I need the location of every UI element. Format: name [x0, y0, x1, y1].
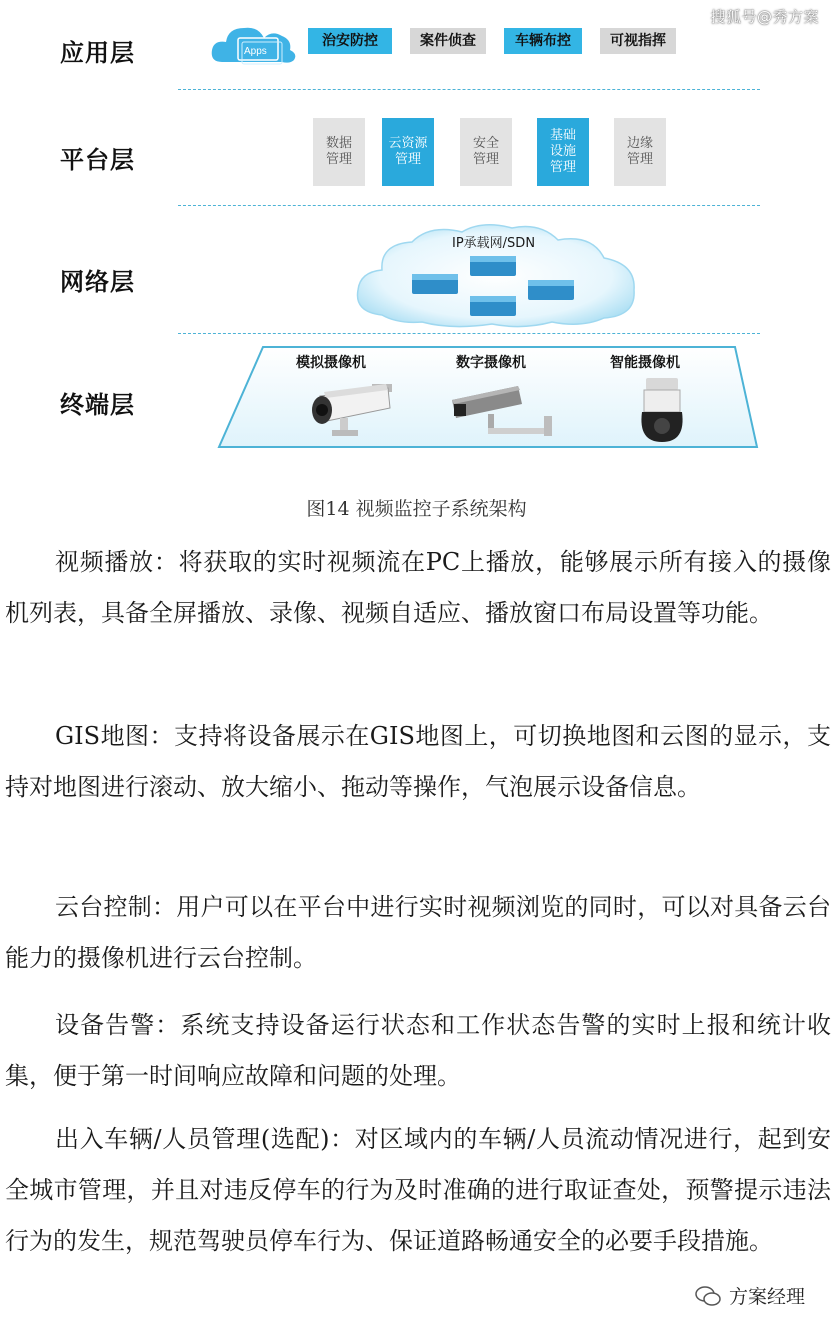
dome-camera-icon [636, 376, 688, 444]
apps-cloud-icon [208, 20, 300, 68]
switch-icon [470, 256, 516, 276]
layer-divider [178, 205, 760, 206]
platform-box-data-management: 数据 管理 [313, 118, 365, 186]
app-button-case-investigation: 案件侦查 [410, 28, 486, 54]
layer-divider [178, 89, 760, 90]
layer-label-platform: 平台层 [60, 146, 135, 174]
apps-icon-label: Apps [244, 46, 267, 57]
platform-box-infrastructure-management: 基础 设施 管理 [537, 118, 589, 186]
footer-watermark [695, 1282, 805, 1309]
switch-icon [528, 280, 574, 300]
app-button-visual-command: 可视指挥 [600, 28, 676, 54]
paragraph-device-alarm: 设备告警：系统支持设备运行状态和工作状态告警的实时上报和统计收集，便于第一时间响应故障和问题的处理。 [5, 1011, 831, 1090]
layer-divider [178, 333, 760, 334]
paragraph-video-playback: 视频播放：将获取的实时视频流在PC上播放，能够展示所有接入的摄像机列表，具备全屏播放、录像、视频自适应、播放窗口布局设置等功能。 [5, 548, 831, 627]
platform-box-edge-management: 边缘 管理 [614, 118, 666, 186]
app-button-public-security: 治安防控 [308, 28, 392, 54]
paragraph-ptz-control: 云台控制：用户可以在平台中进行实时视频浏览的同时，可以对具备云台能力的摄像机进行云台控制。 [5, 893, 831, 972]
figure-caption: 图14 视频监控子系统架构 [306, 498, 527, 520]
paragraph-gis-map: GIS地图：支持将设备展示在GIS地图上，可切换地图和云图的显示，支持对地图进行滚动、放大缩小、拖动等操作，气泡展示设备信息。 [5, 722, 831, 801]
camera-label-digital: 数字摄像机 [456, 355, 526, 371]
switch-icon [470, 296, 516, 316]
platform-box-cloud-resource-management: 云资源 管理 [382, 118, 434, 186]
wechat-icon [695, 1285, 721, 1307]
platform-box-security-management: 安全 管理 [460, 118, 512, 186]
paragraph-vehicle-personnel: 出入车辆/人员管理(选配)：对区域内的车辆/人员流动情况进行，起到安全城市管理，并且对违反停车的行为及时准确的进行取证查处，预警提示违法行为的发生，规范驾驶员停车行为、保证道路畅通安全的必要手段措施。 [5, 1125, 831, 1255]
layer-label-app: 应用层 [60, 39, 135, 67]
switch-icon [412, 274, 458, 294]
layer-label-terminal: 终端层 [60, 391, 135, 419]
watermark-text: 搜狐号@秀方案 [710, 8, 819, 26]
network-label: IP承载网/SDN [452, 236, 536, 251]
bullet-camera-icon [300, 378, 400, 442]
camera-label-smart: 智能摄像机 [610, 355, 680, 371]
layer-label-network: 网络层 [60, 268, 135, 296]
box-camera-icon [448, 380, 558, 440]
camera-label-analog: 模拟摄像机 [296, 355, 366, 371]
app-button-vehicle-control: 车辆布控 [504, 28, 582, 54]
footer-watermark-text: 方案经理 [728, 1286, 805, 1308]
